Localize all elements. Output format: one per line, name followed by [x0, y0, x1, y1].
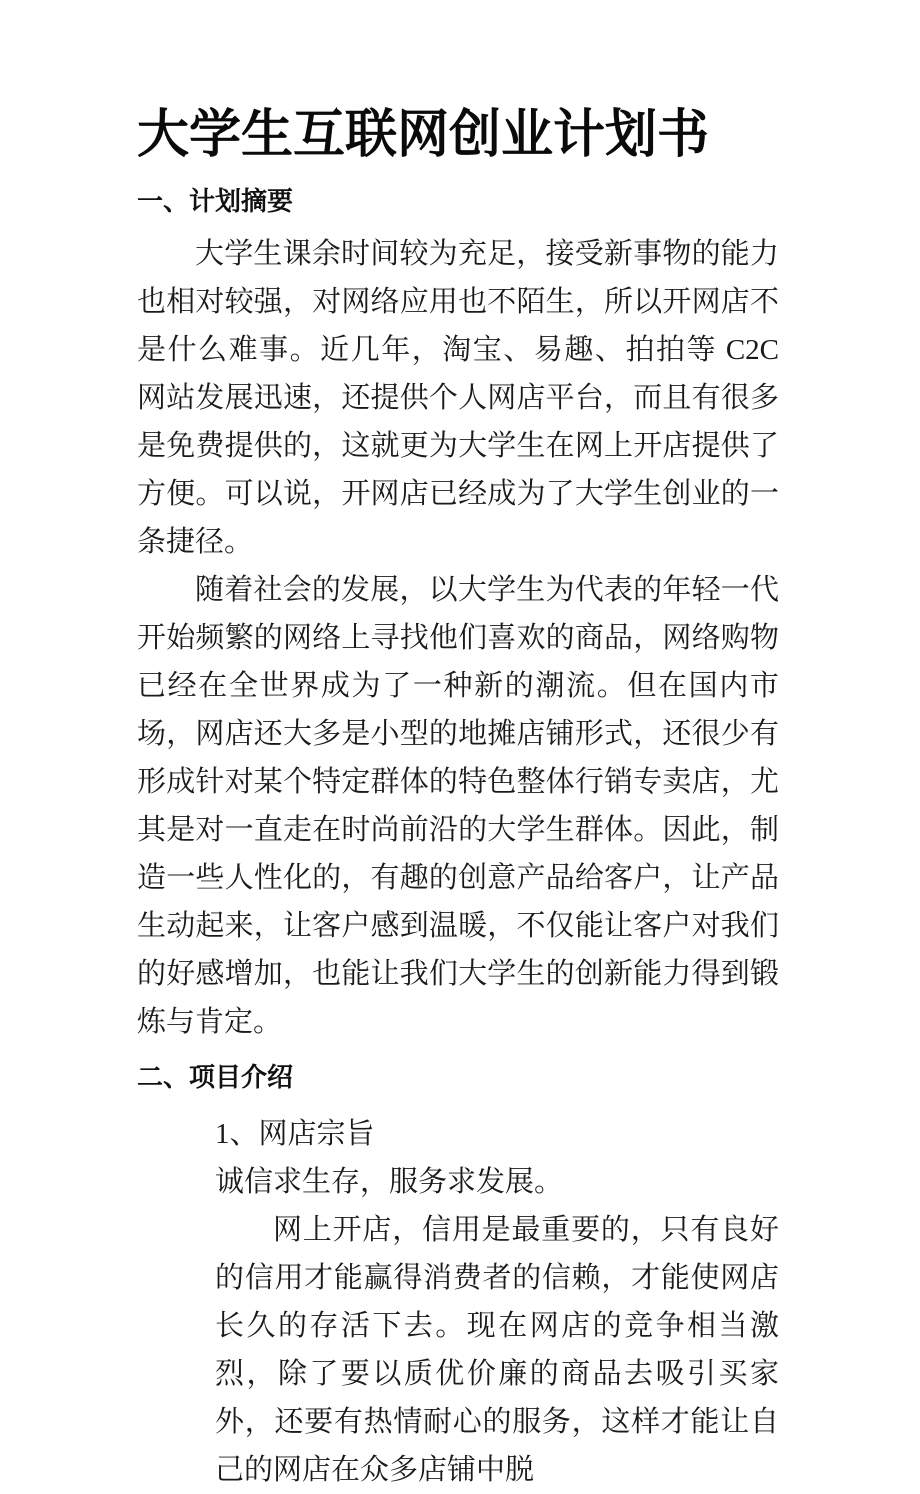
store-motto: 诚信求生存，服务求发展。	[215, 1166, 564, 1198]
paragraph-summary-1: 大学生课余时间较为充足，接受新事物的能力也相对较强，对网络应用也不陌生，所以开网店不是什么难事。近几年，淘宝、易趣、拍拍等 C2C 网站发展迅速，还提供个人网店平台，而且有很多是免费提供的，这就更为大学生在网上开店提供了方便。可以说，开网店已经成为了大学生创业的一条捷径。	[137, 238, 779, 558]
paragraph-credit: 网上开店，信用是最重要的，只有良好的信用才能赢得消费者的信赖，才能使网店长久的存活下去。现在网店的竞争相当激烈，除了要以质优价廉的商品去吸引买家外，还要有热情耐心的服务，这样才能让自己的网店在众多店铺中脱	[215, 1214, 779, 1486]
page-title: 大学生互联网创业计划书	[137, 104, 710, 165]
subsection-heading-store-purpose: 1、网店宗旨	[215, 1118, 375, 1150]
spacer	[137, 1100, 779, 1110]
document-content	[137, 0, 779, 1494]
section-heading-2: 二、项目介绍	[137, 1063, 294, 1093]
paragraph-summary-2: 随着社会的发展，以大学生为代表的年轻一代开始频繁的网络上寻找他们喜欢的商品，网络购物已经在全世界成为了一种新的潮流。但在国内市场，网店还大多是小型的地摊店铺形式，还很少有形成针对某个特定群体的特色整体行销专卖店，尤其是对一直走在时尚前沿的大学生群体。因此，制造一些人性化的，有趣的创意产品给客户，让产品生动起来，让客户感到温暖，不仅能让客户对我们的好感增加，也能让我们大学生的创新能力得到锻炼与肯定。	[137, 574, 779, 1038]
section-heading-1: 一、计划摘要	[137, 187, 294, 217]
